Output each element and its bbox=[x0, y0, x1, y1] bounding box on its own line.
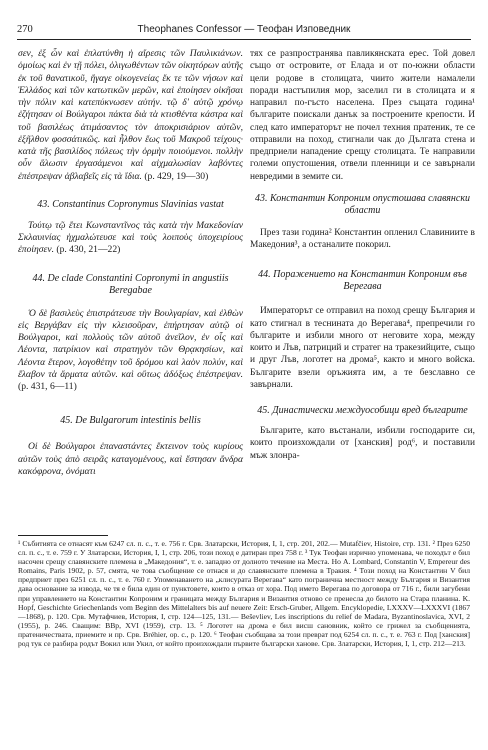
running-header bbox=[17, 24, 471, 38]
header-rule bbox=[17, 39, 471, 40]
footnote-rule bbox=[18, 535, 108, 536]
running-title: Theophanes Confessor — Теофан Изповедник bbox=[137, 24, 351, 35]
greek-paragraph bbox=[18, 48, 243, 183]
greek-text: σεν, ἐξ ὧν καὶ ἐπλατύνθη ἡ αἵρεσις τῶν Παυλικιάνων. ὁμοίως καὶ ἐν τῇ πόλει, ὀλιγωθέντων τῶν οἰκητόρων αὐτῆς ἐκ τοῦ θανατικοῦ, ἤγαγε οἰκογενείας ἔκ τε τῶν νήσων καὶ Ἑλλάδος καὶ τῶν κατωτικῶν μερῶν, καὶ ἐποίησεν οἰκῆσαι τὴν πόλιν καὶ κατεπύκνωσεν αὐτήν. τῷ δ' αὐτῷ χρόνῳ ἐζήτησαν οἱ Βούλγαροι πάκτα διὰ τὰ κτισθέντα κάστρα καὶ τοῦ βασιλέως ἀτιμάσαντος τὸν ἀποκρισιάριον αὐτῶν, ἐξῆλθον φοσσάτικῶς. καὶ ἦλθον ἕως τοῦ Μακροῦ τείχους· κατὰ τῆς βασιλίδος πόλεως τὴν ὁρμὴν ποιούμενοι. πολλὴν οὖν ἅλωσιν ἐργασάμενοι καὶ αἰχμαλωσίαν λαβόντες ἐπέστρεψαν ἀβλαβεῖς εἰς τὰ ἴδια. bbox=[18, 48, 243, 182]
greek-paragraph bbox=[18, 441, 243, 478]
greek-text: Οἱ δὲ Βούλγαροι bbox=[28, 441, 96, 453]
section-heading-43: 43. Константин Копроним опустошава славянски области bbox=[254, 192, 471, 216]
footnote-text: ¹ Събитията се отнасят към 6247 сл. п. с., т. е. 756 г. Срв. Златарски, История, I, 1, стр. 201, 202.— Mutafčiev, Histoire, стр. 131. ² През 6250 сл. п. с., т. е. 759 г. У Златарски, История, I, 1, стр. 206, този поход е датиран през 758 г. ³ Тук Теофан изрично упоменава, че походът е бил насочен срещу славянските племена в „Македония“, т. е. западно от долното течение на Места. Но A. Lombard, Constantin V, Empereur des Romains, Paris 1902, p. 57, смята, че това съобщение се отнася и до славянските племена в Тракия. ⁴ Този поход на Константин V бил предприет през 6251 сл. п. с., т. е. 760 г. Упоменаването на „клисурата Верегава“ като погранична местност между България и Византия дава основание за извода, че тя е била един от пунктовете, които в отказ от хора. Под името Верегава по договора от 716 г., били загубени при управлението на Константин Копроним и границата между България и Византия отново се пренесла до билото на Стара планина. K. Hopf, Geschichte Griechenlands vom Beginn des Mittelalters bis auf neuere Zeit: Ersch-Gruber, Allgem. Encyklopedie, LXXXV—LXXXVI (1867—1868), p. 120. Срв. Мутафчиев, История, I, стр. 124—125, 131.— Beševliev, Les inscriptions du relief de Madara, Byzantinoslavica, XVI, 2 (1955), p. 246. Сващим: ВВр, XVI (1959), стр. 13. ⁵ Логотет на дрома е бил висш сановник, който се грижел за съобщенията, пратеничествата, приемите и пр. Срв. Bréhier, op. c., p. 120. ⁶ Теофан съобщава за този преврат под 6254 сл. п. с., т. е. 763 г. Под [ханския] род тук се разбира родът Вокил или Укил, от който произхождали първите български ханове. Срв. Златарски, История, I, 1, стр. 212—213. bbox=[18, 539, 470, 649]
source-reference: (p. 429, 19—30) bbox=[144, 170, 209, 182]
greek-paragraph bbox=[18, 220, 243, 257]
greek-column bbox=[18, 48, 243, 478]
translation-paragraph: Българите, като въстанали, избили господарите си, които произхождали от [ханския] род⁶, и поставили мъж злонра- bbox=[250, 426, 475, 461]
section-heading-45-latin: 45. De Bulgarorum intestinis bellis bbox=[60, 415, 201, 427]
page-number: 270 bbox=[17, 24, 33, 35]
section-heading-44: 44. Поражението на Константин Копроним във Верегава bbox=[258, 269, 467, 293]
footnotes bbox=[18, 535, 470, 648]
translation-paragraph: Императорът се отправил на поход срещу България и като стигнал в теснината до Верегава⁴, препречили го българите и избили много от неговите хора, между които и Лъв, патриций и стратег на тракезийците, също и друг Лъв, логотет на дрома⁵, както и много войска. Българите взели оръжията им, а те безславно се завърнали. bbox=[250, 306, 475, 390]
greek-paragraph bbox=[18, 308, 243, 394]
greek-text: Ὁ δὲ βασιλεὺς ἐπιστράτευσε τὴν Βουλγαρίαν, καὶ ἐλθὼν εἰς Βεργάβαν εἰς τὴν κλεισοῦραν, ἐπήρτησαν αὐτῷ οἱ Βούλγαροι, καὶ πολλοὺς τῶν αὐτοῦ ἀνεῖλον, ἐν οἷς καὶ Λέοντα, πατρίκιον καὶ στρατηγὸν τῶν Θρᾳκησίων, καὶ Λέοντα ἕτερον, λογοθέτην τοῦ δρόμου καὶ λαὸν πολύν, καὶ ἔλαβον τὰ ἅρματα αὐτῶν. καὶ οὕτως ἀδόξως ἐπέστρεψαν. bbox=[18, 307, 243, 380]
source-reference: (p. 431, 6—11) bbox=[18, 381, 77, 392]
section-heading-45: 45. Династически междуособици вред българите bbox=[257, 405, 468, 416]
greek-text: ἐπαναστάντες ἔκτεινον τοὺς κυρίους αὐτῶν τοὺς ἀπὸ σειρᾶς καταγομένους, καὶ ἔστησαν ἄνδρα κακόφρονα, ὀνόματι bbox=[18, 441, 243, 477]
bulgarian-column bbox=[250, 48, 475, 462]
section-heading-43-latin: 43. Constantinus Copronymus Slavinias vastat bbox=[37, 198, 224, 210]
section-heading-44-latin: 44. De clade Constantini Copronymi in angustiis Beregabae bbox=[32, 272, 229, 296]
source-reference: (p. 430, 21—22) bbox=[56, 244, 121, 256]
greek-text: Τούτῳ τῷ ἔτει Κωνσταντῖνος τὰς κατὰ τὴν Μακεδονίαν Σκλαυινίας ἠχμαλώτευσε καὶ τοὺς λοιποὺς ὑποχειρίους ἐποίησεν. bbox=[18, 219, 243, 256]
translation-paragraph: През тази година² Константин опленил Славиниите в Македония³, а останалите покорил. bbox=[250, 227, 475, 250]
translation-paragraph: тях се разпространява павликянската ерес. Той довел също от островите, от Елада и от по-южни области цели родове в столицата, чиито жители намалели поради настъпилия мор, заселил ги в столицата и я направил по-гъсто населена. През същата година¹ българите поискали данък за построените крепости. И след като императорът не почел техния пратеник, те се отправили на поход, стигнали чак до Дългата стена и предприели нападение срещу столицата. Те направили големи опустошения, отвели пленници и се завърнали невредими в земите си. bbox=[250, 49, 475, 182]
